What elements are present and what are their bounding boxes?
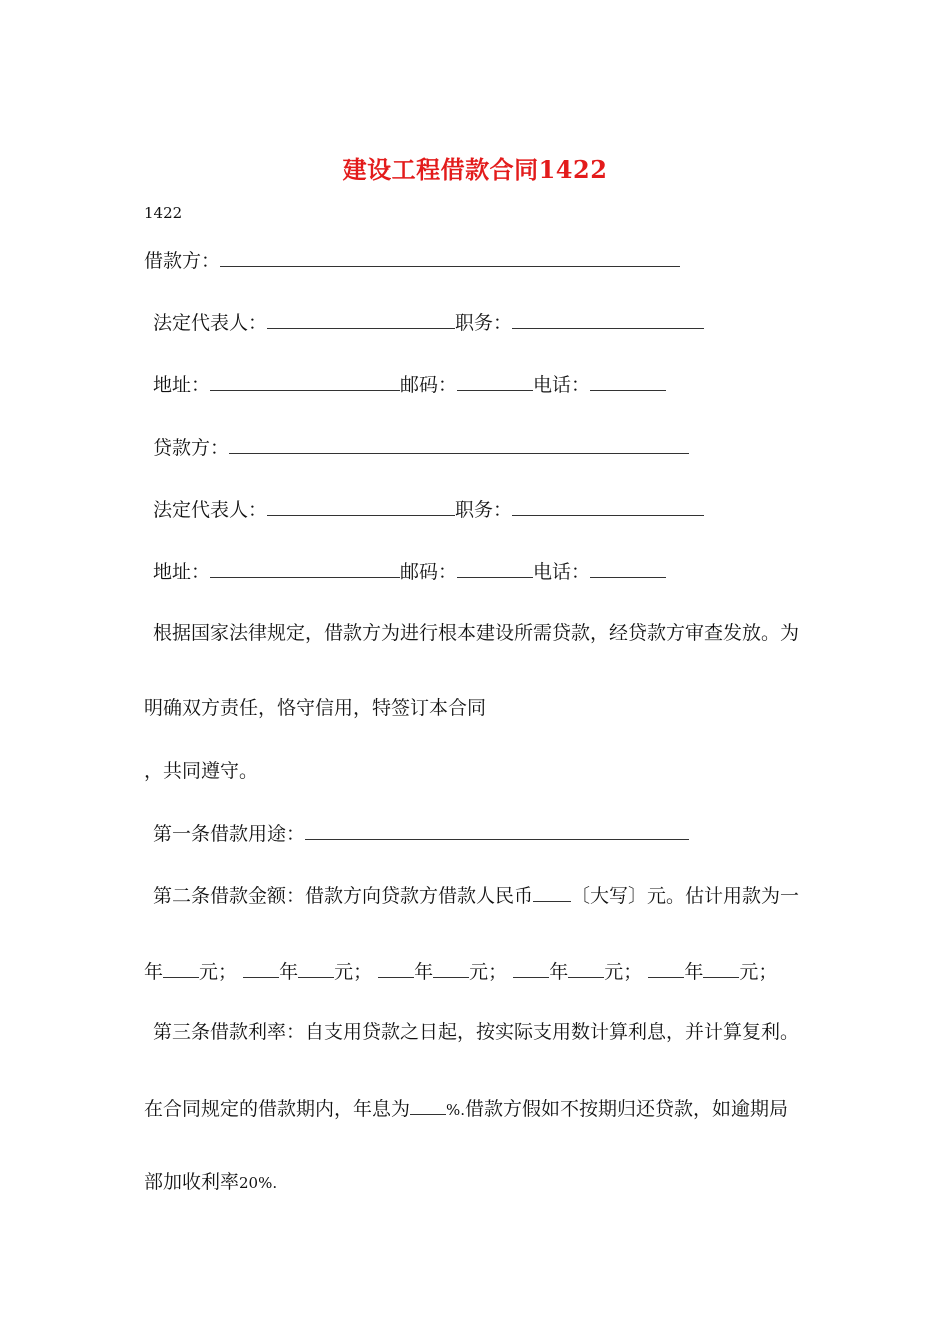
- borrower-position-label: 职务：: [455, 312, 513, 334]
- lender-label: 贷款方：: [153, 437, 230, 459]
- article-1: [153, 819, 689, 847]
- borrower-rep-label: 法定代表人：: [153, 312, 268, 334]
- borrower-postcode-field[interactable]: [457, 370, 533, 391]
- article-2-schedule: [144, 957, 777, 985]
- lender-postcode-label: 邮码：: [400, 561, 458, 583]
- lender-address-field[interactable]: [210, 557, 400, 578]
- article-2-prefix: 第二条借款金额：借款方向贷款方借款人民币: [153, 885, 534, 907]
- schedule-year-label: 年: [144, 961, 164, 983]
- lender-row: [153, 433, 689, 461]
- schedule-year-field[interactable]: [378, 957, 414, 978]
- article-3-prefix: 在合同规定的借款期内，年息为: [144, 1098, 411, 1120]
- article-1-label: 第一条借款用途：: [153, 823, 306, 845]
- lender-name-field[interactable]: [229, 433, 689, 454]
- lender-phone-field[interactable]: [590, 557, 666, 578]
- lender-address-label: 地址：: [153, 561, 211, 583]
- borrower-row: [144, 246, 680, 274]
- schedule-amount-field[interactable]: [433, 957, 469, 978]
- lender-postcode-field[interactable]: [457, 557, 533, 578]
- schedule-year-field[interactable]: [243, 957, 279, 978]
- borrower-rep-field[interactable]: [267, 308, 455, 329]
- article-3-line-1: 第三条借款利率：自支用贷款之日起，按实际支用数计算利息，并计算复利。: [153, 1021, 800, 1043]
- schedule-year-field[interactable]: [648, 957, 684, 978]
- borrower-address-row: [153, 370, 666, 398]
- schedule-unit-label: 元；: [469, 961, 508, 983]
- article-3-line-3: [144, 1169, 277, 1196]
- lender-position-field[interactable]: [512, 495, 704, 516]
- schedule-unit-label: 元；: [604, 961, 643, 983]
- annual-interest-field[interactable]: [410, 1094, 446, 1115]
- article-3-suffix: 借款方假如不按期归还贷款，如逾期局: [465, 1098, 789, 1120]
- percent-sign: %.: [446, 1101, 466, 1119]
- borrower-phone-label: 电话：: [533, 374, 591, 396]
- borrower-postcode-label: 邮码：: [400, 374, 458, 396]
- lender-address-row: [153, 557, 666, 585]
- schedule-amount-field[interactable]: [703, 957, 739, 978]
- penalty-rate: 20%.: [239, 1174, 278, 1192]
- preamble-line-1: 根据国家法律规定，借款方为进行根本建设所需贷款，经贷款方审查发放。为: [153, 622, 800, 644]
- borrower-name-field[interactable]: [220, 246, 680, 267]
- preamble-line-2: 明确双方责任，恪守信用，特签订本合同: [144, 697, 487, 719]
- document-number: 1422: [144, 204, 183, 222]
- borrower-label: 借款方：: [144, 250, 221, 272]
- article-2-line-1: [153, 881, 799, 909]
- schedule-year-field[interactable]: [513, 957, 549, 978]
- schedule-unit-label: 元；: [739, 961, 778, 983]
- schedule-unit-label: 元；: [199, 961, 238, 983]
- article-3-line-3-text: 部加收利率: [144, 1171, 240, 1193]
- schedule-year-label: 年: [279, 961, 299, 983]
- borrower-address-label: 地址：: [153, 374, 211, 396]
- document-title: 建设工程借款合同1422: [342, 155, 608, 184]
- schedule-unit-label: 元；: [334, 961, 373, 983]
- schedule-amount-field[interactable]: [298, 957, 334, 978]
- borrower-rep-row: [153, 308, 704, 336]
- schedule-year-label: 年: [684, 961, 704, 983]
- article-2-suffix: 〔大写〕元。估计用款为一: [571, 885, 800, 907]
- borrower-phone-field[interactable]: [590, 370, 666, 391]
- lender-rep-row: [153, 495, 704, 523]
- loan-purpose-field[interactable]: [305, 819, 689, 840]
- borrower-address-field[interactable]: [210, 370, 400, 391]
- lender-rep-field[interactable]: [267, 495, 455, 516]
- schedule-amount-field[interactable]: [568, 957, 604, 978]
- borrower-position-field[interactable]: [512, 308, 704, 329]
- loan-amount-field[interactable]: [533, 881, 571, 902]
- lender-rep-label: 法定代表人：: [153, 499, 268, 521]
- article-3-line-2: [144, 1094, 788, 1123]
- schedule-year-label: 年: [549, 961, 569, 983]
- schedule-year-label: 年: [414, 961, 434, 983]
- lender-phone-label: 电话：: [533, 561, 591, 583]
- lender-position-label: 职务：: [455, 499, 513, 521]
- preamble-line-3: ，共同遵守。: [144, 760, 259, 782]
- schedule-amount-field[interactable]: [163, 957, 199, 978]
